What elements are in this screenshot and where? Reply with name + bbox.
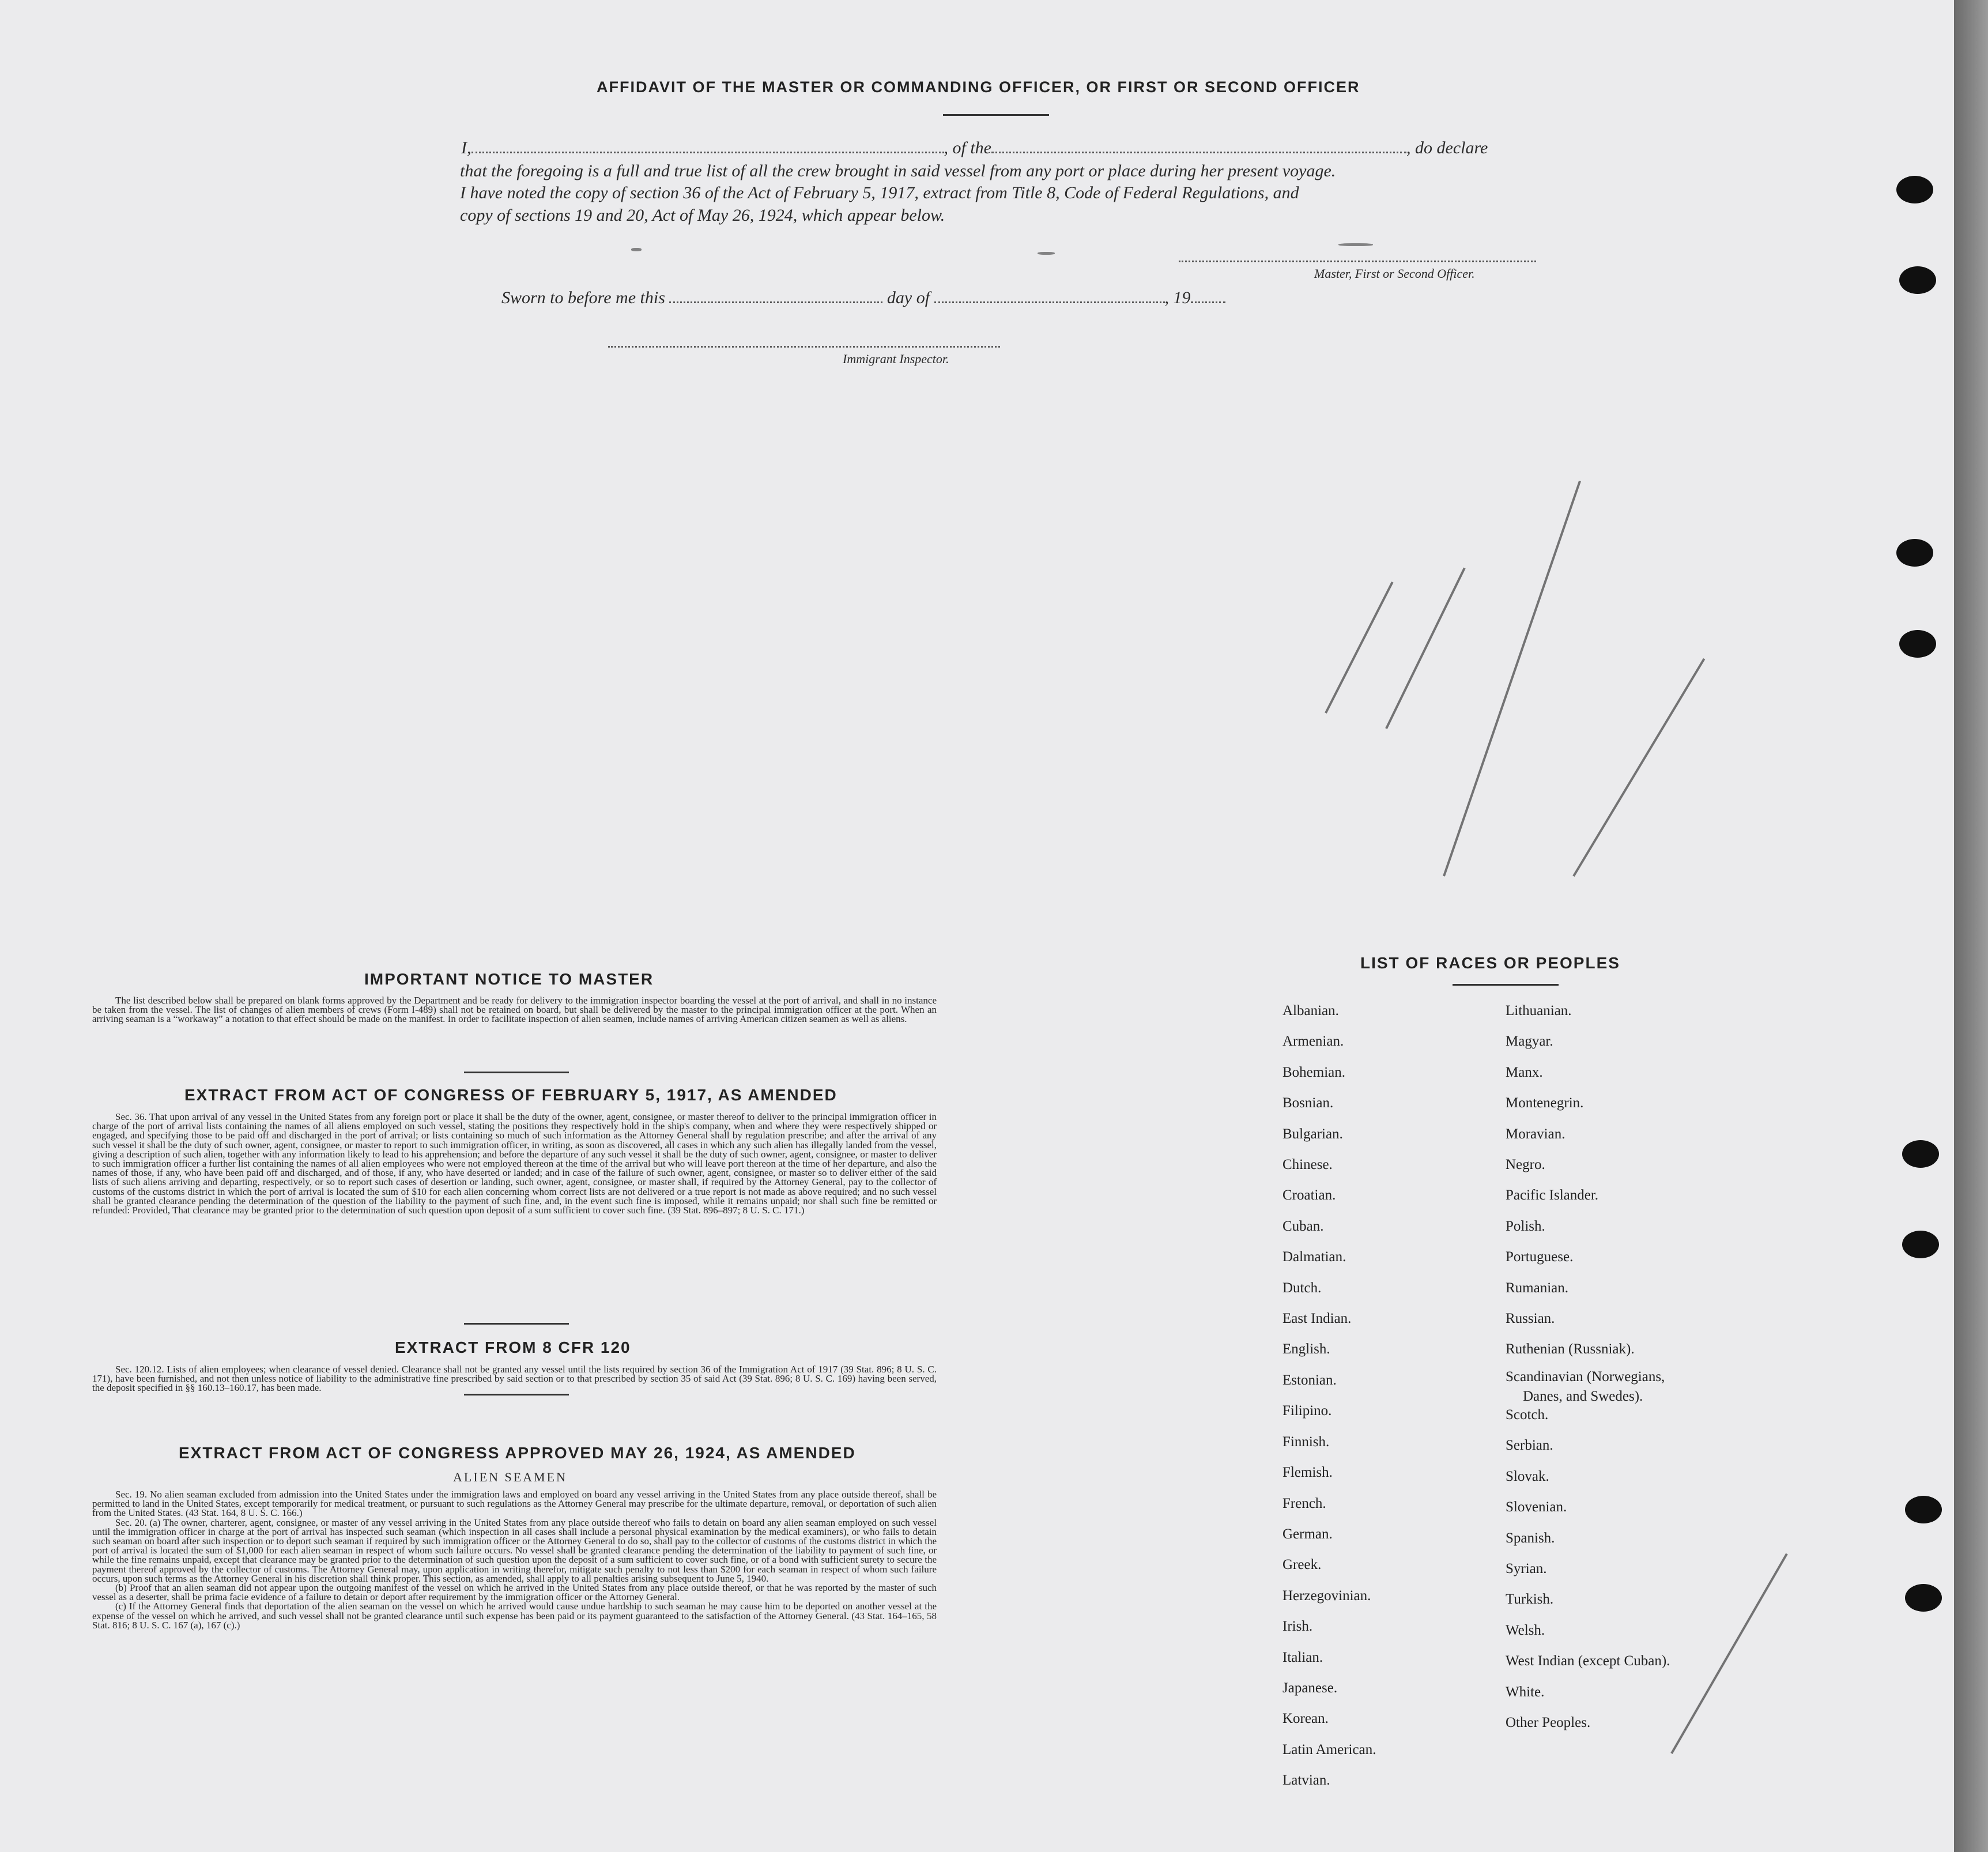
affidavit-rule bbox=[943, 114, 1049, 116]
race-item: Manx. bbox=[1506, 1064, 1543, 1080]
punch-hole bbox=[1896, 539, 1933, 567]
pen-stroke bbox=[1572, 658, 1705, 877]
race-item: English. bbox=[1282, 1341, 1330, 1357]
race-item: East Indian. bbox=[1282, 1311, 1352, 1327]
punch-hole bbox=[1899, 266, 1936, 294]
race-item: Moravian. bbox=[1506, 1126, 1565, 1142]
punch-hole bbox=[1902, 1231, 1939, 1258]
race-item: Estonian. bbox=[1282, 1372, 1337, 1388]
punch-hole bbox=[1899, 630, 1936, 658]
pen-stroke bbox=[1325, 582, 1393, 714]
race-item: Latvian. bbox=[1282, 1772, 1330, 1789]
extract-cfr-title: EXTRACT FROM 8 CFR 120 bbox=[395, 1338, 631, 1356]
race-item: Herzegovinian. bbox=[1282, 1587, 1371, 1604]
section-36-paragraph: Sec. 36. That upon arrival of any vessel in the United States from any foreign port or place it shall be the duty of the owner, agent, consignee, or master thereof to deliver to the principal immigration officer in charge of the port of arrival lists containing the names of all aliens employed on such vessel, stating the positions they respectively hold in the ship's company, when and where they were respectively shipped or engaged, and specifying those to be paid off and discharged in the port of arrival; or lists containing so much of such information as the Attorney General shall by regulation prescribe; and after the arrival of any such vessel it shall be the duty of such owner, agent, consignee, or master to report to such immigration officer, in writing, as soon as discovered, all cases in which any such alien has illegally landed from the vessel, giving a description of such alien, together with any information likely to lead to his apprehension; and before the departure of any such vessel it shall be the duty of such owner, agent, consignee, or master to deliver to such immigration officer a further list containing the names of all alien employees who were not employed thereon at the time of the arrival but who will leave port thereon at the time of her departure, and also the names of those, if any, who have been paid off and discharged, and of those, if any, who have deserted or landed; and in case of the failure of such owner, agent, consignee, or master so to deliver either of the said lists of such aliens arriving and departing, respectively, or so to report such cases of desertion or landing, such owner, agent, consignee, or master shall, if required by the Attorney General, pay to the collector of customs of the customs district in which the port of arrival is located the sum of $10 for each alien concerning whom correct lists are not delivered or a true report is not made as above required; and no such vessel shall be granted clearance pending the determination of the question of the liability to the payment of such fine, and, in the event such fine is imposed, while it remains unpaid; nor shall such fine be remitted or refunded: Provided, That clearance may be granted prior to the determination of such question upon deposit of a sum sufficient to cover such fine. (39 Stat. 896–897; 8 U. S. C. 171.) bbox=[92, 1111, 937, 1216]
name-blank[interactable] bbox=[471, 152, 944, 153]
inspector-signature-blank[interactable] bbox=[608, 346, 1000, 348]
punch-hole bbox=[1905, 1584, 1942, 1612]
race-item: Negro. bbox=[1506, 1157, 1545, 1173]
race-item: Pacific Islander. bbox=[1506, 1187, 1599, 1204]
race-item: Scandinavian (Norwegians, bbox=[1506, 1368, 1665, 1385]
race-item: Scotch. bbox=[1506, 1406, 1549, 1423]
races-left-column bbox=[1282, 995, 1376, 1796]
race-item: Syrian. bbox=[1506, 1560, 1547, 1576]
ink-smudge bbox=[1038, 252, 1055, 255]
race-item: Bosnian. bbox=[1282, 1095, 1334, 1111]
race-item: Dalmatian. bbox=[1282, 1249, 1346, 1265]
race-item: Albanian. bbox=[1282, 1003, 1339, 1019]
race-item: White. bbox=[1506, 1684, 1545, 1700]
race-item: French. bbox=[1282, 1495, 1326, 1511]
race-item: German. bbox=[1282, 1526, 1333, 1542]
race-item: Cuban. bbox=[1282, 1218, 1324, 1234]
affidavit-i-label: I, bbox=[461, 138, 471, 157]
affidavit-do-declare-label: , do declare bbox=[1406, 138, 1488, 157]
section-120-paragraph: Sec. 120.12. Lists of alien employees; when clearance of vessel denied. Clearance shall not be granted any vessel until the lists required by section 36 of the Immigration Act of 1917 (39 Stat. 896; 8 U. S. C. 171), have been furnished, and not then unless notice of liability to the administrative fine prescribed by said section or to that prescribed by section 35 of said Act (39 Stat. 896; 8 U. S. C. 169) having been served, the deposit specified in §§ 160.13–160.17, has been made. bbox=[92, 1364, 937, 1394]
extract-1917-text bbox=[92, 1112, 937, 1215]
race-item: West Indian (except Cuban). bbox=[1506, 1653, 1670, 1669]
day-of-label: day of bbox=[887, 288, 930, 307]
sworn-line bbox=[501, 288, 1225, 308]
race-item: Russian. bbox=[1506, 1311, 1555, 1327]
alien-seamen-subtitle: ALIEN SEAMEN bbox=[453, 1470, 567, 1484]
section-20c-paragraph: (c) If the Attorney General finds that deportation of the alien seaman on the vessel on which he arrived would cause undue hardship to such seaman he may cause him to be deported on another vessel at the expense of the vessel on which he arrived, and such vessel shall not be granted clearance until such expense has been paid or its payment guaranteed to the satisfaction of the Attorney General. (43 Stat. 164–165, 58 Stat. 816; 8 U. S. C. 167 (a), 167 (c).) bbox=[92, 1601, 937, 1631]
extract-cfr-text bbox=[92, 1365, 937, 1393]
section-rule bbox=[464, 1323, 569, 1325]
sworn-day-blank[interactable] bbox=[669, 301, 882, 303]
race-item: Korean. bbox=[1282, 1711, 1329, 1727]
section-20b-paragraph: (b) Proof that an alien seaman did not appear upon the outgoing manifest of the vessel on which he arrived in the United States from any place outside thereof, or that he was reported by the master of such vessel as a deserter, shall be prima facie evidence of a failure to detain or deport after requirement by the immigration officer or the Attorney General. bbox=[92, 1582, 937, 1603]
race-item: Flemish. bbox=[1282, 1465, 1333, 1481]
punch-hole bbox=[1896, 176, 1933, 203]
vessel-blank[interactable] bbox=[991, 152, 1406, 153]
extract-1917-title: EXTRACT FROM ACT OF CONGRESS OF FEBRUARY 5, 1917, AS AMENDED bbox=[184, 1086, 838, 1104]
races-rule bbox=[1453, 984, 1559, 986]
race-item: Finnish. bbox=[1282, 1434, 1330, 1450]
race-item: Welsh. bbox=[1506, 1622, 1545, 1638]
scan-edge-right bbox=[1954, 0, 1988, 1852]
sworn-year-blank[interactable] bbox=[1191, 301, 1225, 303]
sworn-month-blank[interactable] bbox=[934, 301, 1165, 303]
race-item: Spanish. bbox=[1506, 1530, 1555, 1546]
affidavit-of-the-label: , of the bbox=[944, 138, 991, 157]
race-item: Slovak. bbox=[1506, 1468, 1549, 1484]
races-title: LIST OF RACES OR PEOPLES bbox=[1360, 954, 1620, 972]
section-20a-paragraph: Sec. 20. (a) The owner, charterer, agent, consignee, or master of any vessel arriving in the United States from any place outside thereof who fails to detain on board any alien seaman employed on such vessel until the immigration officer in charge at the port of arrival has inspected such seaman (which inspection in all cases shall include a personal physical examination by the medical examiners), or who fails to detain such seaman on board after such inspection or to deport such seaman if required by such immigration officer or the Attorney General to do so, shall pay to the collector of customs of the customs district in which the port of arrival is located the sum of $1,000 for each alien seaman in respect of whom such failure occurs. No vessel shall be granted clearance pending the determination of the liability to payment of such fine, or while the fine remains unpaid, except that clearance may be granted prior to the determination of such question upon the deposit of a sum sufficient to cover such fine, or of a bond with sufficient surety to secure the payment thereof approved by the collector of customs. The Attorney General may, upon application in writing therefor, mitigate such penalty to not less than $200 for each seaman in respect of whom such failure occurs, upon such terms as the Attorney General in his discretion shall think proper. This section, as amended, shall apply to all penalties arising subsequent to June 5, 1940. bbox=[92, 1517, 937, 1584]
race-item: Rumanian. bbox=[1506, 1280, 1569, 1296]
race-item: Montenegrin. bbox=[1506, 1095, 1584, 1111]
race-item: Croatian. bbox=[1282, 1187, 1336, 1204]
extract-1924-text bbox=[92, 1490, 937, 1630]
race-item: Danes, and Swedes). bbox=[1523, 1388, 1643, 1404]
race-item: Japanese. bbox=[1282, 1680, 1338, 1696]
inspector-label: Immigrant Inspector. bbox=[843, 352, 949, 366]
punch-hole bbox=[1905, 1496, 1942, 1523]
race-item: Other Peoples. bbox=[1506, 1714, 1591, 1730]
race-item: Magyar. bbox=[1506, 1034, 1553, 1050]
ink-smudge bbox=[631, 248, 642, 251]
race-item: Portuguese. bbox=[1506, 1249, 1574, 1265]
race-item: Serbian. bbox=[1506, 1438, 1553, 1454]
races-right-column bbox=[1506, 995, 1670, 1738]
extract-1924-title: EXTRACT FROM ACT OF CONGRESS APPROVED MAY 26, 1924, AS AMENDED bbox=[179, 1444, 856, 1462]
race-item: Slovenian. bbox=[1506, 1499, 1567, 1515]
notice-paragraph: The list described below shall be prepared on blank forms approved by the Department and be ready for delivery to the immigration inspector boarding the vessel at the port of arrival, and shall in no instance be taken from the vessel. The list of changes of alien members of crews (Form I-489) shall not be retained on board, but shall be delivered by the master to the principal immigration officer at the port. When an arriving seaman is a “workaway” a notation to that effect should be made on the manifest. In order to facilitate inspection of alien seamen, include names of arriving American citizen seamen as well as aliens. bbox=[92, 995, 937, 1025]
pen-stroke bbox=[1443, 481, 1581, 877]
affidavit-declaration-line bbox=[461, 138, 1488, 158]
race-item: Dutch. bbox=[1282, 1280, 1322, 1296]
master-signature-blank[interactable] bbox=[1179, 261, 1536, 262]
race-item: Bulgarian. bbox=[1282, 1126, 1343, 1142]
section-19-paragraph: Sec. 19. No alien seaman excluded from admission into the United States under the immigration laws and employed on board any vessel arriving in the United States from any place outside thereof, shall be permitted to land in the United States, except temporarily for medical treatment, or pursuant to such regulations as the Attorney General may prescribe for the ultimate departure, removal, or deportation of such alien from the United States. (43 Stat. 164, 8 U. S. C. 166.) bbox=[92, 1489, 937, 1519]
affidavit-line-3: I have noted the copy of section 36 of the Act of February 5, 1917, extract from Title 8, Code of Federal Regulations, and bbox=[460, 183, 1299, 202]
race-item: Bohemian. bbox=[1282, 1064, 1346, 1080]
race-item: Italian. bbox=[1282, 1649, 1323, 1665]
race-item: Armenian. bbox=[1282, 1034, 1344, 1050]
race-item: Lithuanian. bbox=[1506, 1003, 1572, 1019]
race-item: Chinese. bbox=[1282, 1157, 1333, 1173]
affidavit-line-2: that the foregoing is a full and true list of all the crew brought in said vessel from any port or place during her present voyage. bbox=[460, 161, 1336, 180]
pen-stroke bbox=[1385, 567, 1465, 729]
race-item: Ruthenian (Russniak). bbox=[1506, 1341, 1635, 1357]
race-item: Filipino. bbox=[1282, 1403, 1332, 1419]
affidavit-title: AFFIDAVIT OF THE MASTER OR COMMANDING OFFICER, OR FIRST OR SECOND OFFICER bbox=[597, 78, 1360, 96]
pen-stroke bbox=[1670, 1553, 1787, 1754]
sworn-label: Sworn to before me this bbox=[501, 288, 665, 307]
race-item: Turkish. bbox=[1506, 1591, 1554, 1608]
affidavit-line-4: copy of sections 19 and 20, Act of May 26, 1924, which appear below. bbox=[460, 206, 945, 225]
master-signature-label: Master, First or Second Officer. bbox=[1314, 266, 1475, 281]
section-rule bbox=[464, 1072, 569, 1073]
notice-title: IMPORTANT NOTICE TO MASTER bbox=[364, 970, 654, 988]
race-item: Polish. bbox=[1506, 1218, 1545, 1234]
ink-smudge bbox=[1338, 243, 1373, 246]
race-item: Irish. bbox=[1282, 1619, 1313, 1635]
race-item: Latin American. bbox=[1282, 1741, 1376, 1757]
year-prefix-label: , 19 bbox=[1164, 288, 1191, 307]
punch-hole bbox=[1902, 1140, 1939, 1168]
section-rule bbox=[464, 1394, 569, 1395]
notice-text bbox=[92, 996, 937, 1024]
race-item: Greek. bbox=[1282, 1557, 1322, 1573]
